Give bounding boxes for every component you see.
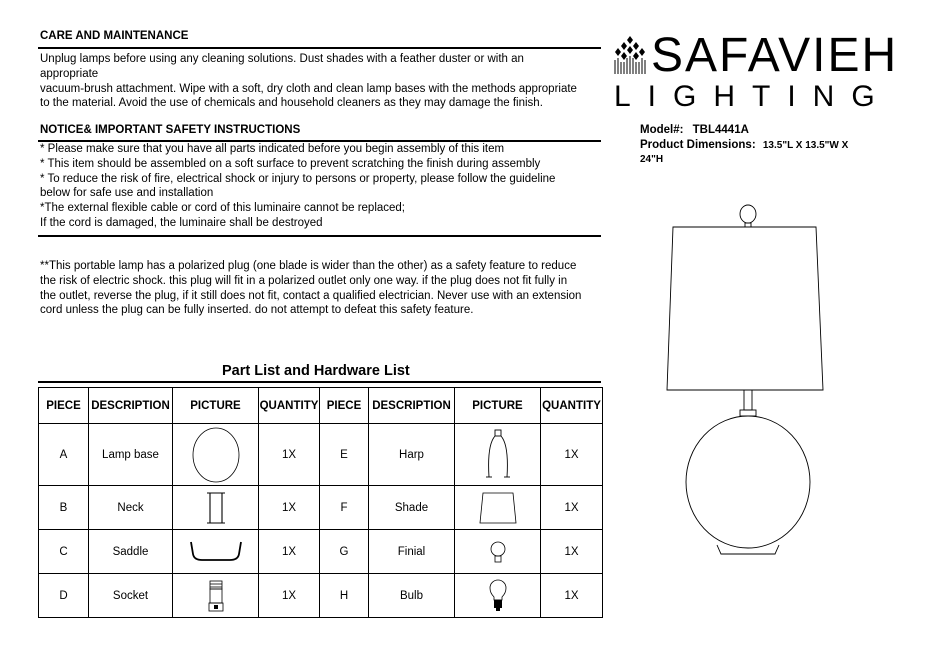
- header-quantity: QUANTITY: [259, 388, 320, 424]
- quantity-cell: 1X: [259, 486, 320, 530]
- plug-note-line: cord unless the plug can be fully inserted. do not attempt to defeat this safety feature.: [40, 304, 474, 317]
- notice-line: * Please make sure that you have all parts indicated before you begin assembly of this item: [40, 143, 505, 155]
- model-line: [640, 123, 749, 138]
- logo-mark-icon: [612, 36, 648, 76]
- model-label: Model#:: [640, 124, 684, 136]
- quantity-cell: 1X: [259, 574, 320, 618]
- piece-cell: C: [39, 530, 89, 574]
- logo-sub: LIGHTING: [614, 80, 892, 113]
- parts-title: Part List and Hardware List: [222, 363, 410, 379]
- lamp-illustration: [665, 198, 825, 563]
- care-text: [40, 52, 577, 111]
- description-cell: Saddle: [89, 530, 173, 574]
- header-piece: PIECE: [39, 388, 89, 424]
- care-line: appropriate: [40, 67, 99, 80]
- header-picture: PICTURE: [455, 388, 541, 424]
- finial-icon: [489, 540, 507, 564]
- plug-note-line: the risk of electric shock. this plug will fit in a polarized outlet only one way. if the plug does not fit fully in: [40, 274, 568, 287]
- picture-cell: [173, 530, 259, 574]
- piece-cell: G: [320, 530, 369, 574]
- dims-value: 13.5"L X 13.5"W X: [762, 140, 849, 151]
- notice-line: * This item should be assembled on a soft surface to prevent scratching the finish during assembly: [40, 157, 541, 170]
- care-line: to the material. Avoid the use of chemicals and household cleaners as they may damage the finish.: [40, 97, 543, 110]
- description-cell: Shade: [369, 486, 455, 530]
- lamp-base-icon: [191, 426, 241, 484]
- model-value: TBL4441A: [692, 124, 749, 136]
- quantity-cell: 1X: [541, 424, 603, 486]
- piece-cell: E: [320, 424, 369, 486]
- picture-cell: [455, 424, 541, 486]
- picture-cell: [173, 574, 259, 618]
- notice-heading: NOTICE& IMPORTANT SAFETY INSTRUCTIONS: [40, 124, 301, 136]
- picture-cell: [173, 424, 259, 486]
- plug-note-line: **This portable lamp has a polarized plug (one blade is wider than the other) as a safety feature to reduce: [40, 260, 577, 272]
- table-row: [39, 424, 603, 486]
- piece-cell: F: [320, 486, 369, 530]
- table-row: [39, 530, 603, 574]
- picture-cell: [173, 486, 259, 530]
- description-cell: Neck: [89, 486, 173, 530]
- saddle-icon: [188, 538, 244, 566]
- care-rule: [38, 47, 601, 49]
- description-cell: Finial: [369, 530, 455, 574]
- harp-icon: [483, 429, 513, 481]
- notice-line: below for safe use and installation: [40, 187, 214, 200]
- table-row: [39, 574, 603, 618]
- quantity-cell: 1X: [259, 530, 320, 574]
- bulb-icon: [488, 578, 508, 614]
- picture-cell: [455, 574, 541, 618]
- dims-value-2: 24"H: [640, 154, 664, 165]
- neck-icon: [205, 491, 227, 525]
- notice-bottom-rule: [38, 235, 601, 237]
- header-picture: PICTURE: [173, 388, 259, 424]
- logo-brand: SAFAVIEH: [651, 29, 899, 82]
- parts-header-row: [39, 388, 603, 424]
- header-description: DESCRIPTION: [369, 388, 455, 424]
- table-row: [39, 486, 603, 530]
- notice-line: If the cord is damaged, the luminaire shall be destroyed: [40, 216, 323, 229]
- dims-line: [640, 138, 848, 153]
- description-cell: Lamp base: [89, 424, 173, 486]
- plug-note: [40, 259, 581, 318]
- quantity-cell: 1X: [541, 486, 603, 530]
- plug-note-line: the outlet, reverse the plug, if it still does not fit, contact a qualified electrician. Never use with an extension: [40, 289, 582, 302]
- header-description: DESCRIPTION: [89, 388, 173, 424]
- care-line: vacuum-brush attachment. Wipe with a soft, dry cloth and clean lamp bases with the methods appropriate: [40, 82, 577, 95]
- care-heading: CARE AND MAINTENANCE: [40, 30, 189, 42]
- header-quantity: QUANTITY: [541, 388, 603, 424]
- shade-icon: [478, 491, 518, 525]
- description-cell: Harp: [369, 424, 455, 486]
- quantity-cell: 1X: [541, 530, 603, 574]
- notice-text: [40, 142, 555, 231]
- quantity-cell: 1X: [259, 424, 320, 486]
- piece-cell: B: [39, 486, 89, 530]
- dims-label: Product Dimensions:: [640, 139, 756, 151]
- socket-icon: [207, 579, 225, 613]
- notice-line: * To reduce the risk of fire, electrical shock or injury to persons or property, please follow the guideline: [40, 172, 556, 185]
- piece-cell: D: [39, 574, 89, 618]
- header-piece: PIECE: [320, 388, 369, 424]
- quantity-cell: 1X: [541, 574, 603, 618]
- notice-line: *The external flexible cable or cord of this luminaire cannot be replaced;: [40, 202, 406, 215]
- piece-cell: H: [320, 574, 369, 618]
- parts-title-rule: [38, 381, 601, 383]
- description-cell: Bulb: [369, 574, 455, 618]
- picture-cell: [455, 486, 541, 530]
- care-line: Unplug lamps before using any cleaning solutions. Dust shades with a feather duster or with an: [40, 53, 524, 65]
- piece-cell: A: [39, 424, 89, 486]
- parts-table: [38, 387, 603, 618]
- description-cell: Socket: [89, 574, 173, 618]
- picture-cell: [455, 530, 541, 574]
